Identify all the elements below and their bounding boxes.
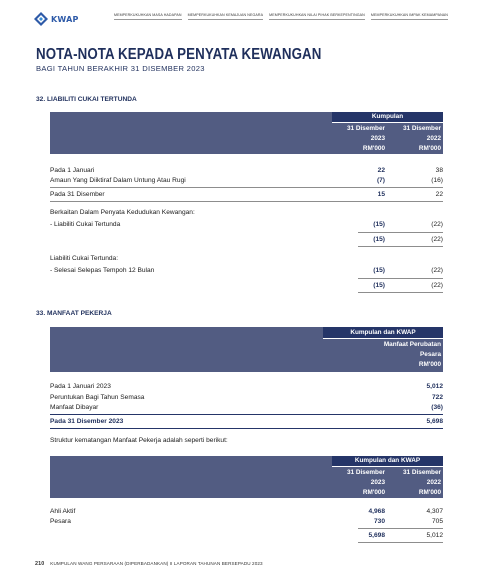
value: 5,012 — [426, 383, 443, 390]
value-2022: 22 — [435, 191, 443, 198]
group-underline — [332, 466, 443, 467]
kwap-logo — [34, 12, 79, 26]
col-2022-line3: RM'000 — [418, 145, 441, 152]
row-label: Amaun Yang Diiktiraf Dalam Untung Atau Rugi — [50, 177, 186, 184]
value-2023: (7) — [376, 177, 385, 184]
col-2022-line2: 2022 — [426, 479, 441, 486]
table-row — [50, 265, 443, 276]
col-2022-header — [403, 124, 441, 154]
maturity-table-header — [50, 456, 443, 498]
table-row — [50, 234, 443, 245]
note-32-heading: 32. LIABILITI CUKAI TERTUNDA — [36, 96, 137, 103]
col-2022-line2: 2022 — [426, 135, 441, 142]
divider — [358, 232, 443, 233]
divider — [358, 292, 443, 293]
kwap-logo-icon — [34, 12, 48, 26]
table-row — [50, 530, 443, 541]
row-label: - Liabiliti Cukai Tertunda — [50, 221, 121, 228]
col-2023-line3: RM'000 — [362, 489, 385, 496]
value-2022: (22) — [431, 221, 443, 228]
divider — [358, 528, 443, 529]
divider — [358, 246, 443, 247]
section-label: Berkaitan Dalam Penyata Kedudukan Kewangan: — [50, 209, 195, 216]
table-row — [50, 381, 443, 392]
divider — [50, 187, 443, 188]
row-label: - Selesai Selepas Tempoh 12 Bulan — [50, 267, 155, 274]
maturity-text: Struktur kematangan Manfaat Pekerja adalah seperti berikut: — [50, 437, 228, 444]
col-2022-line1: 31 Disember — [402, 469, 441, 476]
value: (36) — [431, 404, 443, 411]
col-2022-line1: 31 Disember — [402, 125, 441, 132]
value-2022: (16) — [431, 177, 443, 184]
table-row — [50, 516, 443, 527]
top-nav — [114, 13, 448, 20]
col-benefit-line3: RM'000 — [418, 361, 441, 368]
value: 722 — [431, 394, 443, 401]
value-2023: (15) — [373, 282, 385, 289]
col-2023-line1: 31 Disember — [346, 469, 385, 476]
group-header: Kumpulan dan KWAP — [332, 456, 443, 466]
page-title: NOTA-NOTA KEPADA PENYATA KEWANGAN — [36, 46, 322, 63]
row-label: Ahli Aktif — [50, 508, 76, 515]
value-2022: 705 — [431, 518, 443, 525]
col-2023-line3: RM'000 — [362, 145, 385, 152]
value-2023: 15 — [377, 191, 385, 198]
col-2023-line2: 2023 — [370, 479, 385, 486]
nav-item-sustainability[interactable]: MEMPERKUKUHKAN IMPAK KEMAMPANAN — [371, 13, 448, 20]
col-2023-line1: 31 Disember — [346, 125, 385, 132]
col-2022-line3: RM'000 — [418, 489, 441, 496]
page-footer — [35, 561, 263, 567]
divider — [50, 428, 443, 429]
top-bar — [0, 0, 480, 34]
group-underline — [332, 122, 443, 123]
table-row — [50, 219, 443, 230]
group-header: Kumpulan — [332, 112, 443, 122]
row-label: Pada 1 Januari 2023 — [50, 383, 111, 390]
row-label: Pada 31 Disember — [50, 191, 105, 198]
page-number: 210 — [35, 561, 45, 567]
logo-text: KWAP — [51, 14, 79, 24]
table-row — [50, 402, 443, 413]
col-2023-header — [347, 468, 385, 498]
value-2023: (15) — [373, 221, 385, 228]
footer-text: KUMPULAN WANG PERSARAAN (DIPERBADANKAN) II LAPORAN TAHUNAN BERSEPADU 2023 — [50, 561, 263, 566]
value-2022: 38 — [435, 167, 443, 174]
col-2022-header — [403, 468, 441, 498]
nav-item-stakeholder[interactable]: MEMPERKUKUHKAN NILAI PIHAK BERKEPENTINGAN — [269, 13, 365, 20]
table-row — [50, 280, 443, 291]
total-label: Pada 31 Disember 2023 — [50, 418, 124, 425]
nav-item-progress[interactable]: MEMPERKUKUHKAN KEMAJUAN NEGARA — [188, 13, 264, 20]
page-subtitle: BAGI TAHUN BERAKHIR 31 DISEMBER 2023 — [36, 64, 205, 73]
value-2022: (22) — [431, 282, 443, 289]
value-2023: (15) — [373, 236, 385, 243]
total-value: 5,698 — [426, 418, 443, 425]
divider — [358, 278, 443, 279]
value-2023: 4,968 — [368, 508, 385, 515]
value-2022: 5,012 — [426, 532, 443, 539]
col-benefit-line2: Pesara — [420, 351, 441, 358]
value-2023: 730 — [373, 518, 385, 525]
nav-item-future[interactable]: MEMPERKUKUHKAN MASA HADAPAN — [114, 13, 182, 20]
col-2023-header — [347, 124, 385, 154]
col-2023-line2: 2023 — [370, 135, 385, 142]
row-label: Manfaat Dibayar — [50, 404, 99, 411]
value-2022: (22) — [431, 236, 443, 243]
divider — [50, 201, 443, 202]
value-2023: (15) — [373, 267, 385, 274]
total-row — [50, 416, 443, 427]
section-label: Liabiliti Cukai Tertunda: — [50, 255, 119, 262]
note-33-heading: 33. MANFAAT PEKERJA — [36, 310, 112, 317]
value-2023: 5,698 — [368, 532, 385, 539]
value-2023: 22 — [377, 167, 385, 174]
group-header: Kumpulan dan KWAP — [323, 327, 443, 338]
table-row — [50, 189, 443, 200]
row-label: Pesara — [50, 518, 71, 525]
col-benefit-header — [384, 340, 441, 370]
group-underline — [323, 338, 443, 339]
note-32-table-header — [50, 112, 443, 154]
note-33-table-header — [50, 327, 443, 372]
col-benefit-line1: Manfaat Perubatan — [383, 341, 441, 348]
row-label: Peruntukan Bagi Tahun Semasa — [50, 394, 145, 401]
value-2022: (22) — [431, 267, 443, 274]
value-2022: 4,307 — [426, 508, 443, 515]
table-row — [50, 175, 443, 186]
divider — [50, 414, 443, 415]
divider — [358, 542, 443, 543]
row-label: Pada 1 Januari — [50, 167, 95, 174]
